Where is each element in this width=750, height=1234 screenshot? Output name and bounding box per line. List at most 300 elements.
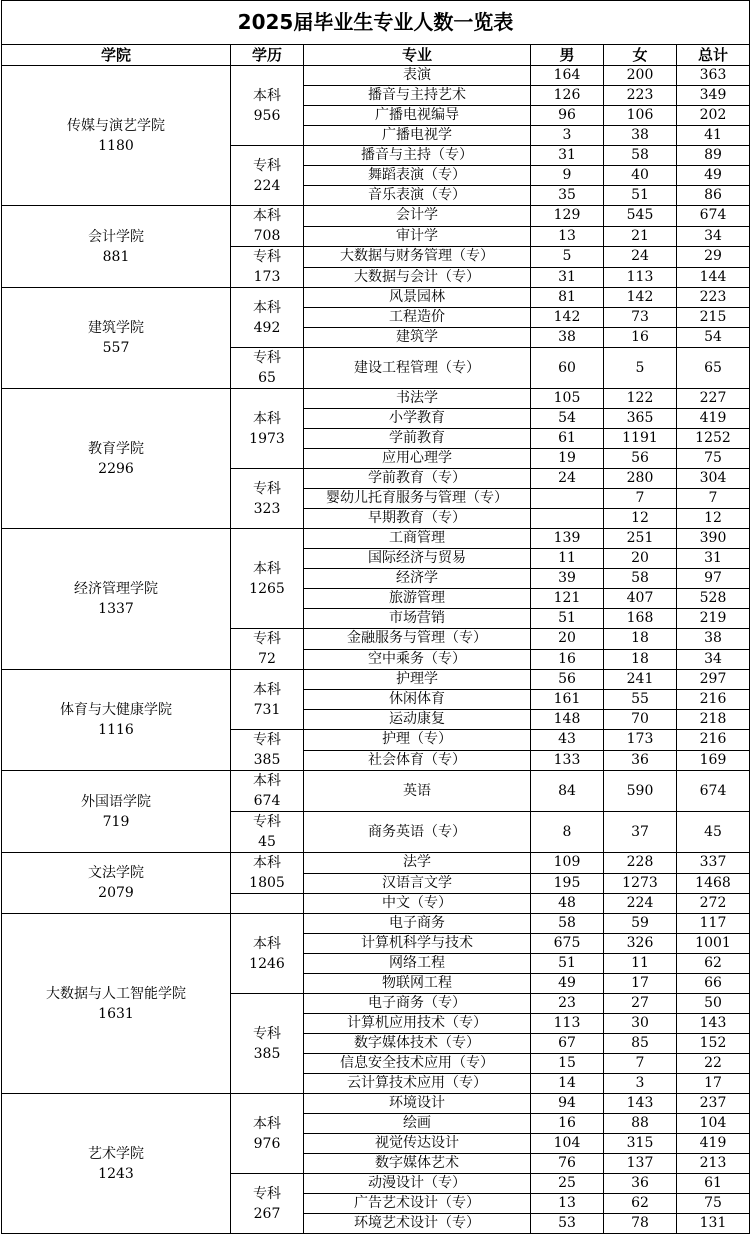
total-count: 152 xyxy=(677,1034,750,1054)
level-cell xyxy=(231,1174,304,1234)
major-name: 审计学 xyxy=(304,226,531,247)
level-cell-count: 1805 xyxy=(249,875,285,891)
college-cell-label: 教育学院 xyxy=(88,440,144,457)
total-count: 104 xyxy=(677,1114,750,1134)
major-name: 汉语言文学 xyxy=(304,873,531,894)
male-count: 195 xyxy=(531,873,604,894)
total-count: 34 xyxy=(677,226,750,247)
table-row xyxy=(2,914,750,934)
level-cell-count: 385 xyxy=(253,1045,281,1062)
total-count: 22 xyxy=(677,1054,750,1074)
male-count: 61 xyxy=(531,429,604,449)
total-count: 216 xyxy=(677,690,750,710)
total-count: 144 xyxy=(677,267,750,288)
college-cell xyxy=(2,206,231,288)
level-cell xyxy=(231,469,304,529)
female-count: 365 xyxy=(604,409,677,429)
major-name: 小学教育 xyxy=(304,409,531,429)
table-row xyxy=(2,670,750,690)
female-count: 142 xyxy=(604,288,677,308)
major-name: 金融服务与管理（专） xyxy=(304,629,531,650)
total-count: 202 xyxy=(677,106,750,126)
college-cell-count: 2296 xyxy=(98,460,134,477)
female-count: 5 xyxy=(604,348,677,389)
total-count: 89 xyxy=(677,146,750,166)
level-cell-label: 本科 xyxy=(253,681,281,698)
total-count: 45 xyxy=(677,812,750,853)
level-cell-count: 976 xyxy=(253,1135,281,1152)
major-name: 社会体育（专） xyxy=(304,750,531,771)
female-count: 58 xyxy=(604,146,677,166)
female-count: 24 xyxy=(604,247,677,268)
male-count: 121 xyxy=(531,589,604,609)
female-count: 326 xyxy=(604,934,677,954)
level-cell-label: 本科 xyxy=(253,208,281,224)
level-cell-count: 1265 xyxy=(249,580,285,597)
total-count: 62 xyxy=(677,954,750,974)
male-count: 109 xyxy=(531,853,604,874)
total-count: 419 xyxy=(677,409,750,429)
major-name: 护理学 xyxy=(304,670,531,690)
female-count: 36 xyxy=(604,750,677,771)
college-cell-label: 传媒与演艺学院 xyxy=(67,117,165,134)
male-count: 113 xyxy=(531,1014,604,1034)
college-cell xyxy=(2,389,231,529)
table-row xyxy=(2,288,750,308)
level-cell-label: 专科 xyxy=(253,1185,281,1202)
level-cell-count: 385 xyxy=(253,752,281,768)
major-name: 早期教育（专） xyxy=(304,509,531,529)
male-count: 139 xyxy=(531,529,604,549)
male-count: 126 xyxy=(531,86,604,106)
male-count: 14 xyxy=(531,1074,604,1094)
male-count: 9 xyxy=(531,166,604,186)
level-cell-count: 323 xyxy=(253,500,281,517)
major-name: 数字媒体技术（专） xyxy=(304,1034,531,1054)
total-count: 297 xyxy=(677,670,750,690)
total-count: 272 xyxy=(677,894,750,914)
college-cell xyxy=(2,914,231,1094)
female-count: 228 xyxy=(604,853,677,874)
female-count: 27 xyxy=(604,994,677,1014)
male-count: 11 xyxy=(531,549,604,569)
level-cell-count: 731 xyxy=(253,701,281,718)
major-name: 视觉传达设计 xyxy=(304,1134,531,1154)
header-female: 女 xyxy=(604,45,677,66)
female-count: 21 xyxy=(604,226,677,247)
major-name: 播音与主持艺术 xyxy=(304,86,531,106)
total-count: 223 xyxy=(677,288,750,308)
total-count: 38 xyxy=(677,629,750,650)
level-cell-count: 72 xyxy=(258,651,276,667)
female-count: 7 xyxy=(604,489,677,509)
level-cell-label: 专科 xyxy=(253,157,281,174)
major-name: 电子商务 xyxy=(304,914,531,934)
major-name: 婴幼儿托育服务与管理（专） xyxy=(304,489,531,509)
male-count: 67 xyxy=(531,1034,604,1054)
header-total: 总计 xyxy=(677,45,750,66)
major-name: 英语 xyxy=(304,771,531,812)
major-name: 市场营销 xyxy=(304,609,531,629)
major-name: 绘画 xyxy=(304,1114,531,1134)
male-count: 25 xyxy=(531,1174,604,1194)
major-name: 会计学 xyxy=(304,206,531,227)
female-count: 3 xyxy=(604,1074,677,1094)
female-count: 315 xyxy=(604,1134,677,1154)
male-count: 104 xyxy=(531,1134,604,1154)
female-count: 55 xyxy=(604,690,677,710)
male-count: 54 xyxy=(531,409,604,429)
total-count: 213 xyxy=(677,1154,750,1174)
level-cell-count: 492 xyxy=(253,319,281,336)
header-college: 学院 xyxy=(2,45,231,66)
college-cell-label: 会计学院 xyxy=(88,228,144,245)
total-count: 349 xyxy=(677,86,750,106)
total-count: 143 xyxy=(677,1014,750,1034)
female-count: 143 xyxy=(604,1094,677,1114)
female-count: 251 xyxy=(604,529,677,549)
level-cell-count: 956 xyxy=(253,107,281,124)
major-name: 表演 xyxy=(304,66,531,86)
female-count: 40 xyxy=(604,166,677,186)
male-count: 94 xyxy=(531,1094,604,1114)
male-count: 8 xyxy=(531,812,604,853)
total-count: 215 xyxy=(677,308,750,328)
level-cell-count: 267 xyxy=(253,1205,281,1222)
level-cell-count: 708 xyxy=(253,228,281,244)
college-cell-label: 艺术学院 xyxy=(88,1145,144,1162)
female-count: 224 xyxy=(604,894,677,914)
major-name: 数字媒体艺术 xyxy=(304,1154,531,1174)
male-count: 51 xyxy=(531,609,604,629)
male-count: 148 xyxy=(531,710,604,730)
total-count: 216 xyxy=(677,730,750,751)
level-cell xyxy=(231,1094,304,1174)
male-count: 15 xyxy=(531,1054,604,1074)
female-count: 30 xyxy=(604,1014,677,1034)
total-count: 1001 xyxy=(677,934,750,954)
total-count: 1252 xyxy=(677,429,750,449)
level-cell xyxy=(231,914,304,994)
level-cell xyxy=(231,730,304,771)
level-cell-count: 1973 xyxy=(249,430,285,447)
major-name: 信息安全技术应用（专） xyxy=(304,1054,531,1074)
major-name: 学前教育 xyxy=(304,429,531,449)
college-cell xyxy=(2,288,231,389)
male-count: 16 xyxy=(531,649,604,670)
total-count: 17 xyxy=(677,1074,750,1094)
male-count: 53 xyxy=(531,1214,604,1234)
major-name: 舞蹈表演（专） xyxy=(304,166,531,186)
level-cell-count: 65 xyxy=(258,370,276,386)
major-name: 护理（专） xyxy=(304,730,531,751)
major-name: 运动康复 xyxy=(304,710,531,730)
college-cell-count: 2079 xyxy=(98,885,134,901)
male-count: 56 xyxy=(531,670,604,690)
major-name: 建筑学 xyxy=(304,328,531,348)
college-cell-count: 1337 xyxy=(98,601,134,617)
level-cell-label: 专科 xyxy=(253,631,281,647)
level-cell xyxy=(231,894,304,914)
level-cell-label: 本科 xyxy=(253,1115,281,1132)
female-count: 16 xyxy=(604,328,677,348)
total-count: 337 xyxy=(677,853,750,874)
total-count: 34 xyxy=(677,649,750,670)
major-name: 广播电视编导 xyxy=(304,106,531,126)
college-cell-count: 1243 xyxy=(98,1165,134,1182)
female-count: 58 xyxy=(604,569,677,589)
level-cell xyxy=(231,206,304,247)
level-cell xyxy=(231,853,304,894)
male-count: 76 xyxy=(531,1154,604,1174)
total-count: 97 xyxy=(677,569,750,589)
major-name: 广告艺术设计（专） xyxy=(304,1194,531,1214)
total-count: 218 xyxy=(677,710,750,730)
college-cell-count: 719 xyxy=(102,813,130,830)
male-count: 13 xyxy=(531,226,604,247)
male-count: 24 xyxy=(531,469,604,489)
level-cell xyxy=(231,288,304,348)
female-count: 1273 xyxy=(604,873,677,894)
male-count: 96 xyxy=(531,106,604,126)
level-cell-count: 173 xyxy=(253,269,281,285)
female-count: 173 xyxy=(604,730,677,751)
total-count: 169 xyxy=(677,750,750,771)
major-name: 休闲体育 xyxy=(304,690,531,710)
level-cell-count: 674 xyxy=(253,793,281,809)
male-count: 43 xyxy=(531,730,604,751)
male-count: 129 xyxy=(531,206,604,227)
level-cell-label: 本科 xyxy=(253,410,281,427)
level-cell-label: 专科 xyxy=(253,480,281,497)
total-count: 61 xyxy=(677,1174,750,1194)
major-name: 环境艺术设计（专） xyxy=(304,1214,531,1234)
college-cell-count: 1116 xyxy=(98,722,134,738)
male-count: 142 xyxy=(531,308,604,328)
female-count: 37 xyxy=(604,812,677,853)
female-count: 280 xyxy=(604,469,677,489)
female-count: 18 xyxy=(604,629,677,650)
female-count: 223 xyxy=(604,86,677,106)
major-name: 国际经济与贸易 xyxy=(304,549,531,569)
female-count: 17 xyxy=(604,974,677,994)
female-count: 106 xyxy=(604,106,677,126)
major-name: 旅游管理 xyxy=(304,589,531,609)
header-male: 男 xyxy=(531,45,604,66)
major-name: 播音与主持（专） xyxy=(304,146,531,166)
female-count: 78 xyxy=(604,1214,677,1234)
level-cell xyxy=(231,146,304,206)
header-level: 学历 xyxy=(231,45,304,66)
female-count: 1191 xyxy=(604,429,677,449)
male-count: 19 xyxy=(531,449,604,469)
male-count: 20 xyxy=(531,629,604,650)
female-count: 36 xyxy=(604,1174,677,1194)
major-name: 应用心理学 xyxy=(304,449,531,469)
college-cell xyxy=(2,771,231,853)
level-cell-count: 45 xyxy=(258,834,276,850)
major-name: 音乐表演（专） xyxy=(304,186,531,206)
major-name: 法学 xyxy=(304,853,531,874)
table-title: 2025届毕业生专业人数一览表 xyxy=(1,0,750,44)
level-cell-label: 专科 xyxy=(253,350,281,366)
major-name: 计算机科学与技术 xyxy=(304,934,531,954)
major-name: 学前教育（专） xyxy=(304,469,531,489)
major-name: 云计算技术应用（专） xyxy=(304,1074,531,1094)
female-count: 59 xyxy=(604,914,677,934)
table-row xyxy=(2,389,750,409)
female-count: 545 xyxy=(604,206,677,227)
college-cell-count: 557 xyxy=(102,340,130,356)
major-name: 电子商务（专） xyxy=(304,994,531,1014)
male-count: 675 xyxy=(531,934,604,954)
major-name: 建设工程管理（专） xyxy=(304,348,531,389)
total-count: 75 xyxy=(677,1194,750,1214)
college-cell xyxy=(2,670,231,771)
male-count xyxy=(531,489,604,509)
table-row xyxy=(2,66,750,86)
major-name: 大数据与财务管理（专） xyxy=(304,247,531,268)
female-count: 7 xyxy=(604,1054,677,1074)
female-count: 200 xyxy=(604,66,677,86)
total-count: 219 xyxy=(677,609,750,629)
male-count: 164 xyxy=(531,66,604,86)
college-cell-label: 大数据与人工智能学院 xyxy=(46,985,186,1002)
female-count: 20 xyxy=(604,549,677,569)
major-name: 物联网工程 xyxy=(304,974,531,994)
major-name: 工商管理 xyxy=(304,529,531,549)
level-cell-label: 专科 xyxy=(253,732,281,748)
major-name: 风景园林 xyxy=(304,288,531,308)
level-cell xyxy=(231,670,304,730)
level-cell xyxy=(231,389,304,469)
college-cell-label: 体育与大健康学院 xyxy=(60,702,172,718)
level-cell-label: 专科 xyxy=(253,814,281,830)
male-count: 39 xyxy=(531,569,604,589)
total-count: 1468 xyxy=(677,873,750,894)
male-count: 48 xyxy=(531,894,604,914)
total-count: 31 xyxy=(677,549,750,569)
major-name: 大数据与会计（专） xyxy=(304,267,531,288)
female-count: 51 xyxy=(604,186,677,206)
total-count: 49 xyxy=(677,166,750,186)
major-name: 空中乘务（专） xyxy=(304,649,531,670)
female-count: 18 xyxy=(604,649,677,670)
header-row xyxy=(2,45,750,66)
level-cell xyxy=(231,629,304,670)
male-count: 161 xyxy=(531,690,604,710)
total-count: 54 xyxy=(677,328,750,348)
total-count: 674 xyxy=(677,206,750,227)
total-count: 50 xyxy=(677,994,750,1014)
male-count: 58 xyxy=(531,914,604,934)
female-count: 73 xyxy=(604,308,677,328)
female-count: 122 xyxy=(604,389,677,409)
college-cell-count: 1180 xyxy=(98,137,134,154)
female-count: 88 xyxy=(604,1114,677,1134)
female-count: 590 xyxy=(604,771,677,812)
college-cell-label: 文法学院 xyxy=(88,865,144,881)
college-cell-label: 经济管理学院 xyxy=(74,581,158,597)
male-count: 35 xyxy=(531,186,604,206)
level-cell-count: 224 xyxy=(253,177,281,194)
table-row xyxy=(2,1094,750,1114)
male-count: 133 xyxy=(531,750,604,771)
table-row xyxy=(2,206,750,227)
major-name: 动漫设计（专） xyxy=(304,1174,531,1194)
level-cell-label: 专科 xyxy=(253,1025,281,1042)
male-count: 60 xyxy=(531,348,604,389)
male-count: 23 xyxy=(531,994,604,1014)
level-cell xyxy=(231,771,304,812)
major-name: 网络工程 xyxy=(304,954,531,974)
female-count: 85 xyxy=(604,1034,677,1054)
major-name: 书法学 xyxy=(304,389,531,409)
total-count: 131 xyxy=(677,1214,750,1234)
male-count: 84 xyxy=(531,771,604,812)
level-cell-label: 本科 xyxy=(253,773,281,789)
table-row xyxy=(2,853,750,874)
female-count: 38 xyxy=(604,126,677,146)
male-count: 31 xyxy=(531,267,604,288)
male-count: 38 xyxy=(531,328,604,348)
level-cell xyxy=(231,994,304,1094)
level-cell-label: 本科 xyxy=(253,935,281,952)
female-count: 56 xyxy=(604,449,677,469)
male-count: 3 xyxy=(531,126,604,146)
level-cell xyxy=(231,66,304,146)
female-count: 168 xyxy=(604,609,677,629)
total-count: 7 xyxy=(677,489,750,509)
college-cell xyxy=(2,529,231,670)
female-count: 11 xyxy=(604,954,677,974)
total-count: 390 xyxy=(677,529,750,549)
level-cell-label: 本科 xyxy=(253,299,281,316)
total-count: 419 xyxy=(677,1134,750,1154)
major-name: 环境设计 xyxy=(304,1094,531,1114)
college-cell-label: 外国语学院 xyxy=(81,793,151,810)
total-count: 75 xyxy=(677,449,750,469)
total-count: 41 xyxy=(677,126,750,146)
major-name: 经济学 xyxy=(304,569,531,589)
total-count: 674 xyxy=(677,771,750,812)
male-count: 105 xyxy=(531,389,604,409)
major-name: 广播电视学 xyxy=(304,126,531,146)
level-cell-label: 本科 xyxy=(253,855,281,871)
total-count: 528 xyxy=(677,589,750,609)
table-body xyxy=(2,66,750,1234)
level-cell-label: 本科 xyxy=(253,87,281,104)
major-name: 中文（专） xyxy=(304,894,531,914)
male-count: 31 xyxy=(531,146,604,166)
total-count: 12 xyxy=(677,509,750,529)
female-count: 70 xyxy=(604,710,677,730)
female-count: 241 xyxy=(604,670,677,690)
male-count: 51 xyxy=(531,954,604,974)
level-cell xyxy=(231,529,304,629)
major-name: 计算机应用技术（专） xyxy=(304,1014,531,1034)
level-cell-label: 专科 xyxy=(253,249,281,265)
female-count: 137 xyxy=(604,1154,677,1174)
male-count: 13 xyxy=(531,1194,604,1214)
female-count: 62 xyxy=(604,1194,677,1214)
level-cell xyxy=(231,812,304,853)
major-name: 工程造价 xyxy=(304,308,531,328)
table-row xyxy=(2,771,750,812)
male-count: 16 xyxy=(531,1114,604,1134)
total-count: 117 xyxy=(677,914,750,934)
total-count: 237 xyxy=(677,1094,750,1114)
